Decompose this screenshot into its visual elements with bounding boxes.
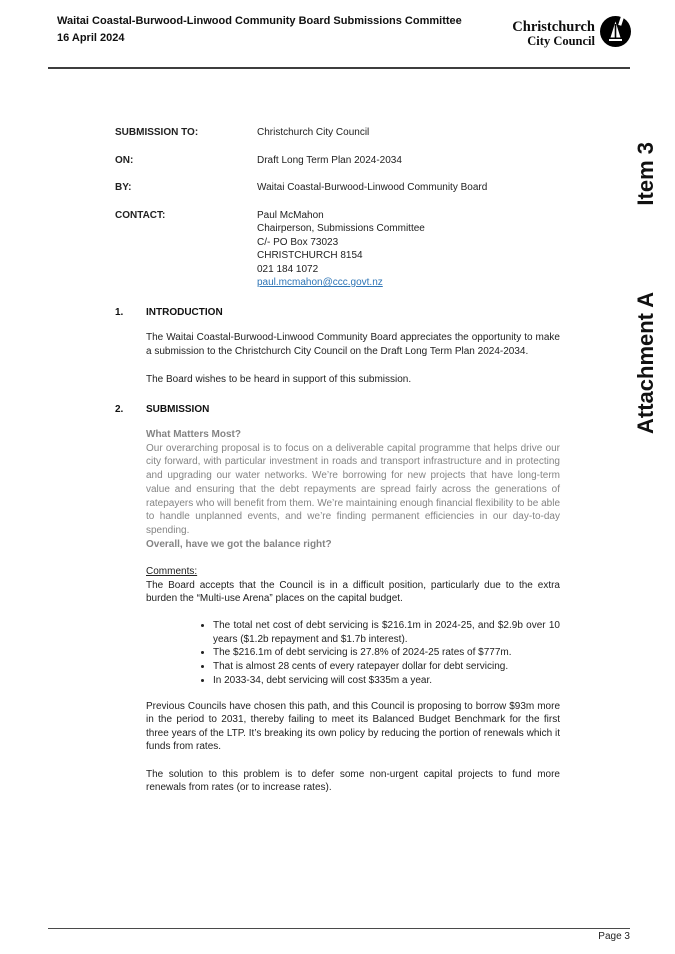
section-2-number: 2. (115, 403, 124, 415)
meta-row-on (115, 154, 560, 168)
contact-name: Paul McMahon (257, 209, 324, 221)
submission-to-value: Christchurch City Council (257, 127, 370, 138)
contact-details (257, 209, 560, 290)
section-2-title: SUBMISSION (146, 403, 210, 415)
document-body (115, 126, 560, 809)
footer-divider (48, 928, 630, 929)
ccc-logo-wordmark (512, 20, 595, 48)
on-value: Draft Long Term Plan 2024-2034 (257, 154, 402, 166)
comments-label: Comments: (146, 566, 198, 578)
on-label: ON: (115, 154, 134, 166)
ccc-logo (512, 16, 631, 52)
ccc-emblem-icon (600, 16, 631, 52)
contact-role: Chairperson, Submissions Committee (257, 223, 425, 234)
by-label: BY: (115, 182, 132, 193)
section-1-number: 1. (115, 306, 124, 318)
section-1-heading (115, 306, 560, 320)
logo-line1: Christchurch (512, 19, 595, 35)
contact-phone: 021 184 1072 (257, 263, 319, 275)
intro-paragraph-1: The Waitai Coastal-Burwood-Linwood Community Board appreciates the opportunity to make a submission to the Christchurch City Council on the Draft Long Term Plan 2024-2034. (146, 332, 560, 357)
comments-intro: The Board accepts that the Council is in a difficult position, particularly due to the extra burden the “Multi-use Arena” places on the capital budget. (146, 579, 560, 605)
meta-row-contact (115, 209, 560, 290)
quote-body: Our overarching proposal is to focus on a deliverable capital programme that helps drive our city forward, with particular investment in roads and transport infrastructure and in protecting and upgrading our water networks. We’re borrowing for new projects that have long-term value and ensuring that the debt repayments are spread fairly across the generations of ratepayers who will benefit from them. We’re maintaining enough financial flexibility to be able to handle unplanned events, and we’re finding permanent efficiencies in our day-to-day spending. (146, 442, 560, 536)
bullet-item: • In 2033-34, debt servicing will cost $335m a year. (213, 674, 560, 688)
quote-question: Overall, have we got the balance right? (146, 538, 332, 550)
contact-email-link[interactable]: paul.mcmahon@ccc.govt.nz (257, 277, 383, 288)
section-1-title: INTRODUCTION (146, 306, 223, 318)
header (57, 13, 467, 47)
contact-po-box: C/- PO Box 73023 (257, 236, 339, 248)
meeting-date: 16 April 2024 (57, 32, 125, 44)
section-2-heading (115, 403, 560, 417)
committee-title: Waitai Coastal-Burwood-Linwood Community Board Submissions Committee (57, 15, 462, 27)
side-labels (633, 142, 659, 434)
meta-row-by (115, 181, 560, 195)
logo-line2: City Council (527, 34, 595, 48)
submission-to-label: SUBMISSION TO: (115, 127, 199, 138)
bullet-item: • That is almost 28 cents of every ratepayer dollar for debt servicing. (213, 660, 560, 674)
debt-servicing-bullet-list (146, 619, 560, 688)
consultation-quote (146, 428, 560, 551)
solution-paragraph: The solution to this problem is to defer some non-urgent capital projects to fund more renewals from rates (or to increase rates). (146, 768, 560, 794)
intro-paragraph-2: The Board wishes to be heard in support of this submission. (146, 374, 412, 385)
bullet-item: • The total net cost of debt servicing is $216.1m in 2024-25, and $2.9b over 10 years ($1.2b repayment and $1.7b interest). (213, 619, 560, 647)
quote-heading: What Matters Most? (146, 429, 241, 440)
by-value: Waitai Coastal-Burwood-Linwood Community Board (257, 182, 488, 193)
attachment-label: Attachment A (633, 291, 658, 434)
previous-councils-paragraph: Previous Councils have chosen this path, and this Council is proposing to borrow $93m more in the period to 2031, thereby failing to meet its Balanced Budget Benchmark for the first three years of the LTP. It’s breaking its own policy by reducing the portion of renewals which it funds from rates. (146, 700, 560, 753)
bullet-item: • The $216.1m of debt servicing is 27.8% of 2024-25 rates of $777m. (213, 646, 560, 660)
item-label: Item 3 (633, 142, 658, 206)
contact-label: CONTACT: (115, 209, 166, 221)
meta-row-submission-to (115, 126, 560, 140)
contact-city: CHRISTCHURCH 8154 (257, 250, 363, 261)
page-number: Page 3 (598, 931, 630, 942)
header-divider (48, 67, 630, 69)
